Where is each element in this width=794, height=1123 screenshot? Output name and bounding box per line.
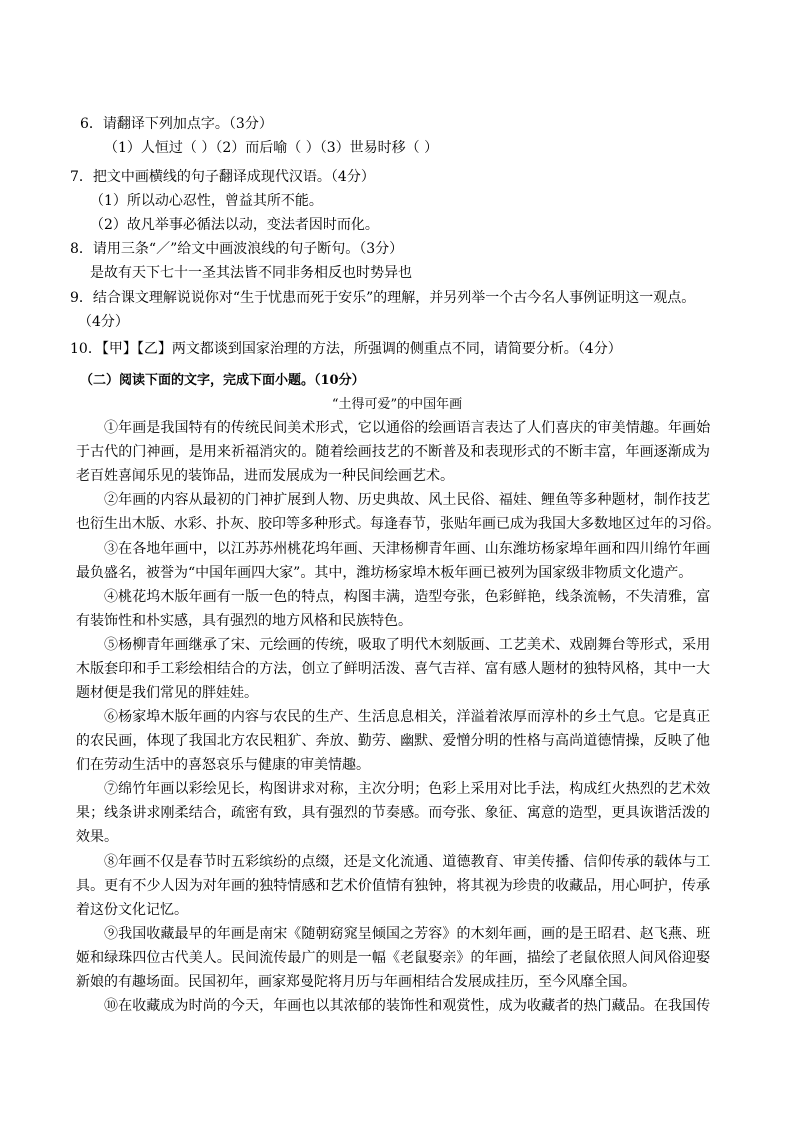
article-p5-line: 木版套印和手工彩绘相结合的方法，创立了鲜明活泼、喜气吉祥、富有感人题材的独特风格，其中一大 <box>76 661 711 677</box>
question-8-text: 是故有天下七十一圣其法皆不同非务相反也时势异也 <box>90 265 412 281</box>
article-p9-line: ⑨我国收藏最早的年画是南宋《随朝窈窕呈倾国之芳容》的木刻年画，画的是王昭君、赵飞燕、班 <box>104 926 711 942</box>
question-7: 7．把文中画横线的句子翻译成现代汉语。（4分） <box>70 169 375 185</box>
article-p6-line: ⑥杨家埠木版年画的内容与农民的生产、生活息息相关，洋溢着浓厚而淳朴的乡土气息。它是真正 <box>104 709 711 725</box>
question-7-sentence-1: （1）所以动心忍性，曾益其所不能。 <box>90 193 323 209</box>
article-p9-line: 姬和绿珠四位古代美人。民间流传最广的则是一幅《老鼠娶亲》的年画，描绘了老鼠依照人间风俗迎娶 <box>76 950 711 966</box>
article-p10-line: ⑩在收藏成为时尚的今天，年画也以其浓郁的装饰性和观赏性，成为收藏者的热门藏品。在我国传 <box>104 998 711 1014</box>
question-9: 9．结合课文理解说说你对“生于忧患而死于安乐”的理解，并另列举一个古今名人事例证明这一观点。 <box>70 290 696 306</box>
article-p6-line: 的农民画，体现了我国北方农民粗犷、奔放、勤劳、幽默、爱憎分明的性格与高尚道德情操，反映了他 <box>76 733 711 749</box>
article-p8-line: ⑧年画不仅是春节时五彩缤纷的点缀，还是文化流通、道德教育、审美传播、信仰传承的载体与工 <box>104 854 711 870</box>
question-6-items: （1）人恒过（ ）（2）而后喻（ ）（3）世易时移（ ） <box>104 140 439 156</box>
article-p7-line: ⑦绵竹年画以彩绘见长，构图讲求对称，主次分明；色彩上采用对比手法，构成红火热烈的艺术效 <box>104 781 711 797</box>
article-p5-line: 题材便是我们常见的胖娃娃。 <box>76 685 258 701</box>
question-9-points: （4分） <box>78 314 129 330</box>
article-p5-line: ⑤杨柳青年画继承了宋、元绘画的传统，吸取了明代木刻版画、工艺美术、戏剧舞台等形式，采用 <box>104 637 711 653</box>
question-7-sentence-2: （2）故凡举事必循法以动，变法者因时而化。 <box>90 217 379 233</box>
article-p4-line: 有装饰性和朴实感，具有强烈的地方风格和民族特色。 <box>76 613 412 629</box>
article-p6-line: 们在劳动生活中的喜怒哀乐与健康的审美情趣。 <box>76 757 370 773</box>
article-p3-line: ③在各地年画中，以江苏苏州桃花坞年画、天津杨柳青年画、山东潍坊杨家埠年画和四川绵竹年画 <box>104 541 711 557</box>
article-title: “土得可爱”的中国年画 <box>331 397 463 412</box>
article-p1-line: ①年画是我国特有的传统民间美术形式，它以通俗的绘画语言表达了人们喜庆的审美情趣。年画始 <box>104 420 711 436</box>
article-p4-line: ④桃花坞木版年画有一版一色的特点，构图丰满，造型夸张，色彩鲜艳，线条流畅，不失清雅，富 <box>104 589 711 605</box>
article-p2-line: 也衍生出木版、水彩、扑灰、胶印等多种形式。每逢春节，张贴年画已成为我国大多数地区过年的习俗。 <box>76 516 720 532</box>
question-6: 6．请翻译下列加点字。（3分） <box>80 116 273 132</box>
question-8: 8．请用三条“／”给文中画波浪线的句子断句。（3分） <box>70 241 404 257</box>
article-p1-line: 于古代的门神画，是用来祈福消灾的。随着绘画技艺的不断普及和表现形式的不断丰富，年画逐渐成为 <box>76 444 711 460</box>
article-p8-line: 具。更有不少人因为对年画的独特情感和艺术价值情有独钟，将其视为珍贵的收藏品，用心呵护，传承 <box>76 878 711 894</box>
article-p2-line: ②年画的内容从最初的门神扩展到人物、历史典故、风土民俗、福娃、鲤鱼等多种题材，制作技艺 <box>104 492 711 508</box>
section-heading: （二）阅读下面的文字，完成下面小题。（10分） <box>80 373 365 388</box>
article-p7-line: 效果。 <box>76 829 118 845</box>
question-10: 10．【甲】【乙】两文都谈到国家治理的方法，所强调的侧重点不同，请简要分析。（4分） <box>70 341 622 357</box>
article-p3-line: 最负盛名，被誉为“中国年画四大家”。其中，潍坊杨家埠木板年画已被列为国家级非物质文化遗产。 <box>76 565 693 581</box>
article-p7-line: 果；线条讲求刚柔结合，疏密有致，具有强烈的节奏感。而夸张、象征、寓意的造型，更具诙谐活泼的 <box>76 805 711 821</box>
article-p8-line: 着这份文化记忆。 <box>76 902 188 918</box>
article-p9-line: 新娘的有趣场面。民国初年，画家郑曼陀将月历与年画相结合发展成挂历，至今风靡全国。 <box>76 974 636 990</box>
article-p1-line: 老百姓喜闻乐见的装饰品，进而发展成为一种民间绘画艺术。 <box>76 468 454 484</box>
